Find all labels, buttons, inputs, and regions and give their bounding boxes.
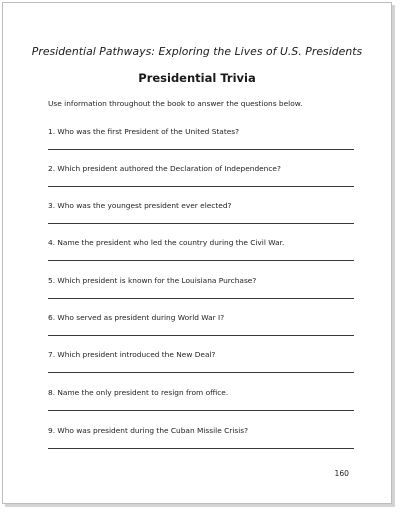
answer-line[interactable] [48, 372, 354, 373]
question-text: 2. Which president authored the Declaration of Independence? [48, 164, 281, 173]
question-9 [48, 426, 354, 456]
answer-line[interactable] [48, 448, 354, 449]
question-text: 9. Who was president during the Cuban Missile Crisis? [48, 426, 249, 435]
question-text: 7. Which president introduced the New Deal? [48, 350, 216, 359]
question-text: 5. Which president is known for the Louisiana Purchase? [48, 276, 257, 285]
question-8 [48, 388, 354, 418]
question-5 [48, 276, 354, 306]
answer-line[interactable] [48, 260, 354, 261]
question-2 [48, 164, 354, 194]
answer-line[interactable] [48, 149, 354, 150]
answer-line[interactable] [48, 223, 354, 224]
question-text: 8. Name the only president to resign from office. [48, 388, 229, 397]
book-title: Presidential Pathways: Exploring the Lives of U.S. Presidents [31, 45, 363, 58]
question-3 [48, 201, 354, 231]
answer-line[interactable] [48, 335, 354, 336]
question-6 [48, 313, 354, 343]
question-1 [48, 127, 354, 157]
question-text: 6. Who served as president during World War I? [48, 313, 225, 322]
question-4 [48, 238, 354, 268]
answer-line[interactable] [48, 410, 354, 411]
page-number: 160 [334, 469, 349, 478]
page-title: Presidential Trivia [138, 71, 256, 85]
question-text: 1. Who was the first President of the United States? [48, 127, 240, 136]
question-7 [48, 350, 354, 380]
answer-line[interactable] [48, 186, 354, 187]
worksheet-page [2, 2, 392, 504]
question-text: 4. Name the president who led the country during the Civil War. [48, 238, 285, 247]
instructions: Use information throughout the book to answer the questions below. [48, 99, 303, 108]
answer-line[interactable] [48, 298, 354, 299]
question-text: 3. Who was the youngest president ever elected? [48, 201, 232, 210]
